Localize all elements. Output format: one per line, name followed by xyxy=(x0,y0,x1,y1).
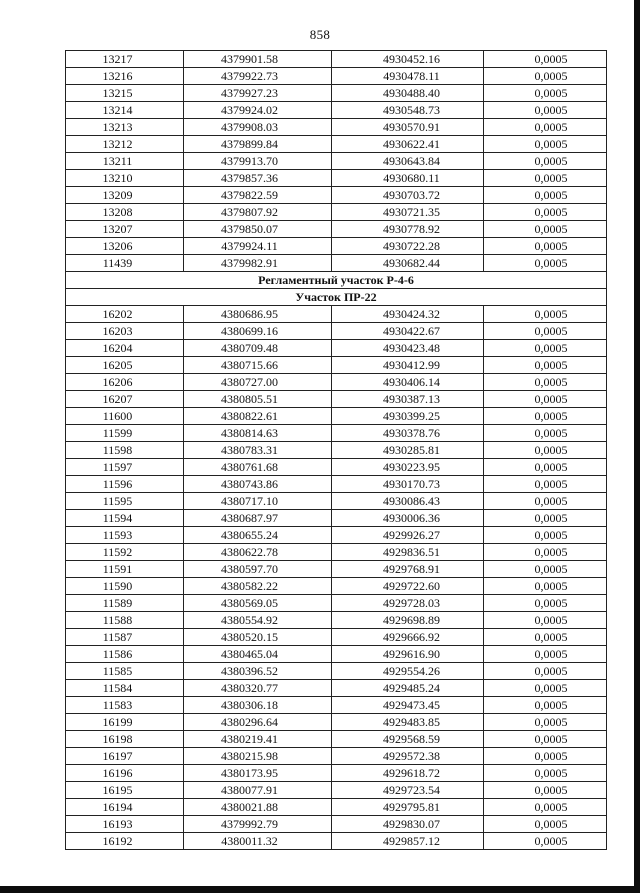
point-number: 11597 xyxy=(66,459,184,476)
table-row xyxy=(66,68,607,85)
point-number: 11585 xyxy=(66,663,184,680)
table-row xyxy=(66,238,607,255)
precision-value: 0,0005 xyxy=(484,442,607,459)
section-heading: Регламентный участок Р-4-6 xyxy=(66,272,607,289)
point-number: 13207 xyxy=(66,221,184,238)
point-number: 13213 xyxy=(66,119,184,136)
y-coordinate: 4929483.85 xyxy=(332,714,484,731)
x-coordinate: 4380743.86 xyxy=(184,476,332,493)
point-number: 11586 xyxy=(66,646,184,663)
table-row xyxy=(66,714,607,731)
point-number: 13215 xyxy=(66,85,184,102)
x-coordinate: 4380306.18 xyxy=(184,697,332,714)
point-number: 11587 xyxy=(66,629,184,646)
precision-value: 0,0005 xyxy=(484,493,607,510)
x-coordinate: 4380520.15 xyxy=(184,629,332,646)
y-coordinate: 4929616.90 xyxy=(332,646,484,663)
x-coordinate: 4380465.04 xyxy=(184,646,332,663)
table-row xyxy=(66,391,607,408)
table-row xyxy=(66,408,607,425)
precision-value: 0,0005 xyxy=(484,510,607,527)
precision-value: 0,0005 xyxy=(484,408,607,425)
point-number: 11600 xyxy=(66,408,184,425)
x-coordinate: 4379850.07 xyxy=(184,221,332,238)
table-row xyxy=(66,510,607,527)
precision-value: 0,0005 xyxy=(484,136,607,153)
table-row xyxy=(66,748,607,765)
x-coordinate: 4380715.66 xyxy=(184,357,332,374)
y-coordinate: 4930488.40 xyxy=(332,85,484,102)
point-number: 16197 xyxy=(66,748,184,765)
precision-value: 0,0005 xyxy=(484,204,607,221)
precision-value: 0,0005 xyxy=(484,68,607,85)
x-coordinate: 4380805.51 xyxy=(184,391,332,408)
block-a-rows xyxy=(66,51,607,272)
point-number: 16193 xyxy=(66,816,184,833)
point-number: 13206 xyxy=(66,238,184,255)
x-coordinate: 4379924.02 xyxy=(184,102,332,119)
x-coordinate: 4379922.73 xyxy=(184,68,332,85)
y-coordinate: 4929698.89 xyxy=(332,612,484,629)
table-row xyxy=(66,340,607,357)
table-row xyxy=(66,357,607,374)
precision-value: 0,0005 xyxy=(484,816,607,833)
point-number: 13209 xyxy=(66,187,184,204)
point-number: 13211 xyxy=(66,153,184,170)
block-b-rows xyxy=(66,306,607,850)
table-row xyxy=(66,119,607,136)
y-coordinate: 4930452.16 xyxy=(332,51,484,68)
precision-value: 0,0005 xyxy=(484,255,607,272)
y-coordinate: 4930387.13 xyxy=(332,391,484,408)
table-row xyxy=(66,374,607,391)
y-coordinate: 4929473.45 xyxy=(332,697,484,714)
x-coordinate: 4380554.92 xyxy=(184,612,332,629)
table-row xyxy=(66,697,607,714)
precision-value: 0,0005 xyxy=(484,425,607,442)
point-number: 11599 xyxy=(66,425,184,442)
x-coordinate: 4380219.41 xyxy=(184,731,332,748)
x-coordinate: 4380173.95 xyxy=(184,765,332,782)
y-coordinate: 4930682.44 xyxy=(332,255,484,272)
table-row xyxy=(66,323,607,340)
x-coordinate: 4380582.22 xyxy=(184,578,332,595)
point-number: 16195 xyxy=(66,782,184,799)
x-coordinate: 4379913.70 xyxy=(184,153,332,170)
table-row xyxy=(66,459,607,476)
precision-value: 0,0005 xyxy=(484,170,607,187)
x-coordinate: 4380622.78 xyxy=(184,544,332,561)
y-coordinate: 4929722.60 xyxy=(332,578,484,595)
x-coordinate: 4380727.00 xyxy=(184,374,332,391)
coordinates-table xyxy=(65,50,607,850)
subsection-heading-row xyxy=(66,289,607,306)
x-coordinate: 4380320.77 xyxy=(184,680,332,697)
point-number: 11596 xyxy=(66,476,184,493)
x-coordinate: 4379908.03 xyxy=(184,119,332,136)
x-coordinate: 4379901.58 xyxy=(184,51,332,68)
table-row xyxy=(66,782,607,799)
point-number: 11595 xyxy=(66,493,184,510)
point-number: 13212 xyxy=(66,136,184,153)
precision-value: 0,0005 xyxy=(484,833,607,850)
x-coordinate: 4380396.52 xyxy=(184,663,332,680)
precision-value: 0,0005 xyxy=(484,238,607,255)
precision-value: 0,0005 xyxy=(484,102,607,119)
precision-value: 0,0005 xyxy=(484,782,607,799)
y-coordinate: 4929836.51 xyxy=(332,544,484,561)
precision-value: 0,0005 xyxy=(484,51,607,68)
precision-value: 0,0005 xyxy=(484,306,607,323)
precision-value: 0,0005 xyxy=(484,357,607,374)
x-coordinate: 4379857.36 xyxy=(184,170,332,187)
precision-value: 0,0005 xyxy=(484,765,607,782)
y-coordinate: 4930399.25 xyxy=(332,408,484,425)
x-coordinate: 4380597.70 xyxy=(184,561,332,578)
precision-value: 0,0005 xyxy=(484,731,607,748)
y-coordinate: 4930170.73 xyxy=(332,476,484,493)
y-coordinate: 4930721.35 xyxy=(332,204,484,221)
point-number: 13217 xyxy=(66,51,184,68)
table-row xyxy=(66,595,607,612)
point-number: 11598 xyxy=(66,442,184,459)
table-row xyxy=(66,816,607,833)
y-coordinate: 4930548.73 xyxy=(332,102,484,119)
point-number: 11592 xyxy=(66,544,184,561)
precision-value: 0,0005 xyxy=(484,153,607,170)
point-number: 11594 xyxy=(66,510,184,527)
table-row xyxy=(66,221,607,238)
table-row xyxy=(66,476,607,493)
y-coordinate: 4930223.95 xyxy=(332,459,484,476)
point-number: 16204 xyxy=(66,340,184,357)
x-coordinate: 4380822.61 xyxy=(184,408,332,425)
y-coordinate: 4930006.36 xyxy=(332,510,484,527)
table-row xyxy=(66,187,607,204)
precision-value: 0,0005 xyxy=(484,476,607,493)
table-row xyxy=(66,493,607,510)
y-coordinate: 4930703.72 xyxy=(332,187,484,204)
x-coordinate: 4380687.97 xyxy=(184,510,332,527)
table-row xyxy=(66,663,607,680)
point-number: 11589 xyxy=(66,595,184,612)
x-coordinate: 4379807.92 xyxy=(184,204,332,221)
precision-value: 0,0005 xyxy=(484,612,607,629)
point-number: 16207 xyxy=(66,391,184,408)
point-number: 13208 xyxy=(66,204,184,221)
x-coordinate: 4380761.68 xyxy=(184,459,332,476)
scan-border-right xyxy=(634,0,640,893)
table-row xyxy=(66,136,607,153)
scan-border-bottom xyxy=(0,886,640,893)
x-coordinate: 4379992.79 xyxy=(184,816,332,833)
x-coordinate: 4380709.48 xyxy=(184,340,332,357)
x-coordinate: 4380717.10 xyxy=(184,493,332,510)
table-row xyxy=(66,731,607,748)
point-number: 13210 xyxy=(66,170,184,187)
y-coordinate: 4929568.59 xyxy=(332,731,484,748)
precision-value: 0,0005 xyxy=(484,595,607,612)
y-coordinate: 4930086.43 xyxy=(332,493,484,510)
point-number: 11591 xyxy=(66,561,184,578)
table-row xyxy=(66,578,607,595)
point-number: 16205 xyxy=(66,357,184,374)
table-row xyxy=(66,170,607,187)
y-coordinate: 4929926.27 xyxy=(332,527,484,544)
precision-value: 0,0005 xyxy=(484,391,607,408)
precision-value: 0,0005 xyxy=(484,340,607,357)
point-number: 16199 xyxy=(66,714,184,731)
y-coordinate: 4929485.24 xyxy=(332,680,484,697)
point-number: 16194 xyxy=(66,799,184,816)
page-number: 858 xyxy=(309,27,331,42)
y-coordinate: 4930680.11 xyxy=(332,170,484,187)
table-row xyxy=(66,425,607,442)
y-coordinate: 4930622.41 xyxy=(332,136,484,153)
table-row xyxy=(66,527,607,544)
point-number: 16196 xyxy=(66,765,184,782)
precision-value: 0,0005 xyxy=(484,544,607,561)
table-row xyxy=(66,204,607,221)
y-coordinate: 4929618.72 xyxy=(332,765,484,782)
y-coordinate: 4930478.11 xyxy=(332,68,484,85)
point-number: 11583 xyxy=(66,697,184,714)
y-coordinate: 4929666.92 xyxy=(332,629,484,646)
y-coordinate: 4930423.48 xyxy=(332,340,484,357)
precision-value: 0,0005 xyxy=(484,629,607,646)
subsection-heading: Участок ПР-22 xyxy=(66,289,607,306)
y-coordinate: 4930406.14 xyxy=(332,374,484,391)
x-coordinate: 4380814.63 xyxy=(184,425,332,442)
x-coordinate: 4380215.98 xyxy=(184,748,332,765)
point-number: 13214 xyxy=(66,102,184,119)
y-coordinate: 4929795.81 xyxy=(332,799,484,816)
table-row xyxy=(66,306,607,323)
table-row xyxy=(66,442,607,459)
y-coordinate: 4930570.91 xyxy=(332,119,484,136)
precision-value: 0,0005 xyxy=(484,714,607,731)
precision-value: 0,0005 xyxy=(484,221,607,238)
table-row xyxy=(66,646,607,663)
y-coordinate: 4929728.03 xyxy=(332,595,484,612)
table-row xyxy=(66,765,607,782)
precision-value: 0,0005 xyxy=(484,374,607,391)
y-coordinate: 4930378.76 xyxy=(332,425,484,442)
precision-value: 0,0005 xyxy=(484,187,607,204)
y-coordinate: 4929723.54 xyxy=(332,782,484,799)
precision-value: 0,0005 xyxy=(484,323,607,340)
precision-value: 0,0005 xyxy=(484,748,607,765)
table-row xyxy=(66,561,607,578)
table-row xyxy=(66,85,607,102)
table-row xyxy=(66,544,607,561)
precision-value: 0,0005 xyxy=(484,459,607,476)
x-coordinate: 4380077.91 xyxy=(184,782,332,799)
section-heading-row xyxy=(66,272,607,289)
section-headings xyxy=(66,272,607,306)
y-coordinate: 4930643.84 xyxy=(332,153,484,170)
x-coordinate: 4380655.24 xyxy=(184,527,332,544)
point-number: 11584 xyxy=(66,680,184,697)
x-coordinate: 4380699.16 xyxy=(184,323,332,340)
y-coordinate: 4930412.99 xyxy=(332,357,484,374)
precision-value: 0,0005 xyxy=(484,85,607,102)
y-coordinate: 4930422.67 xyxy=(332,323,484,340)
y-coordinate: 4929830.07 xyxy=(332,816,484,833)
table-row xyxy=(66,680,607,697)
x-coordinate: 4380296.64 xyxy=(184,714,332,731)
precision-value: 0,0005 xyxy=(484,646,607,663)
precision-value: 0,0005 xyxy=(484,119,607,136)
y-coordinate: 4930778.92 xyxy=(332,221,484,238)
table-row xyxy=(66,153,607,170)
precision-value: 0,0005 xyxy=(484,663,607,680)
precision-value: 0,0005 xyxy=(484,578,607,595)
precision-value: 0,0005 xyxy=(484,697,607,714)
y-coordinate: 4929857.12 xyxy=(332,833,484,850)
point-number: 11588 xyxy=(66,612,184,629)
x-coordinate: 4380011.32 xyxy=(184,833,332,850)
x-coordinate: 4380021.88 xyxy=(184,799,332,816)
table-row xyxy=(66,799,607,816)
table-row xyxy=(66,102,607,119)
point-number: 16202 xyxy=(66,306,184,323)
x-coordinate: 4380783.31 xyxy=(184,442,332,459)
point-number: 11590 xyxy=(66,578,184,595)
y-coordinate: 4929768.91 xyxy=(332,561,484,578)
point-number: 16192 xyxy=(66,833,184,850)
table-row xyxy=(66,833,607,850)
y-coordinate: 4930424.32 xyxy=(332,306,484,323)
precision-value: 0,0005 xyxy=(484,561,607,578)
point-number: 11439 xyxy=(66,255,184,272)
y-coordinate: 4930722.28 xyxy=(332,238,484,255)
table-row xyxy=(66,612,607,629)
point-number: 11593 xyxy=(66,527,184,544)
x-coordinate: 4379899.84 xyxy=(184,136,332,153)
x-coordinate: 4379982.91 xyxy=(184,255,332,272)
point-number: 16198 xyxy=(66,731,184,748)
x-coordinate: 4379822.59 xyxy=(184,187,332,204)
precision-value: 0,0005 xyxy=(484,680,607,697)
point-number: 13216 xyxy=(66,68,184,85)
table-row xyxy=(66,51,607,68)
x-coordinate: 4379924.11 xyxy=(184,238,332,255)
x-coordinate: 4379927.23 xyxy=(184,85,332,102)
table-row xyxy=(66,255,607,272)
y-coordinate: 4929572.38 xyxy=(332,748,484,765)
y-coordinate: 4929554.26 xyxy=(332,663,484,680)
x-coordinate: 4380569.05 xyxy=(184,595,332,612)
precision-value: 0,0005 xyxy=(484,527,607,544)
precision-value: 0,0005 xyxy=(484,799,607,816)
x-coordinate: 4380686.95 xyxy=(184,306,332,323)
table-row xyxy=(66,629,607,646)
y-coordinate: 4930285.81 xyxy=(332,442,484,459)
point-number: 16203 xyxy=(66,323,184,340)
point-number: 16206 xyxy=(66,374,184,391)
